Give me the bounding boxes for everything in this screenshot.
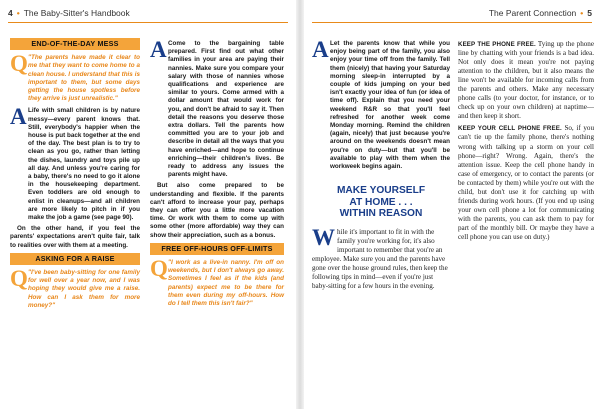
right-page-number: 5	[587, 8, 592, 18]
right-page	[304, 0, 600, 409]
running-head-separator: •	[16, 8, 20, 18]
answer-block	[10, 104, 140, 222]
tip-text: Tying up the phone line by chatting with your friends is a bad idea. Not only does it mean you're not paying attention to the children, but it also means the line won't be available for incoming calls from the parents and others. Make any necessary phone calls (to your doctor, for instance, or to check up on your own children) at naptime—and then keep it short.	[458, 40, 594, 121]
answer-block	[312, 37, 450, 171]
tip-paragraph	[458, 124, 594, 242]
left-page-number: 4	[8, 8, 13, 18]
right-running-head	[489, 6, 592, 20]
answer-text: Let the parents know that while you enjoy being part of the family, you also enjoy your time off from the family. Tell them (nicely) that having your Saturday morning sleep-in interrupted by a couple of kids jumping on your bed isn't exactly your idea of fun (or idea of time off). Explain that you need your weekend R&R so that you'll feel refreshed for another week come Monday morning. Remind the children (again, nicely) that just because you're around on the weekends doesn't mean you're on duty—but that you'll be available to play with them when the workweek begins again.	[330, 40, 450, 171]
answer-letter: A	[312, 37, 329, 62]
left-running-title: The Baby-Sitter's Handbook	[23, 8, 130, 18]
section-title-end-of-day-mess: END-OF-THE-DAY MESS	[10, 38, 140, 50]
question-text: "I've been baby-sitting for one family for well over a year now, and I was hoping they would give me a raise. How can I ask them for more money?"	[28, 269, 140, 309]
answer-text: Life with small children is by nature messy—every parent knows that. Still, everybody's happier when the house is put back together at the end of the day. The best plan is to try to clean as you go, rather than letting the dishes, laundry and toys pile up all day. And unless you're caring for a baby, there's no need to go it alone in the housekeeping department. Even toddlers are old enough to enlist in cleanups—and all children are more likely to pitch in if you make the job a game (see page 90).	[28, 107, 140, 222]
question-letter: Q	[10, 51, 28, 77]
book-gutter	[296, 0, 304, 409]
tip-lead: KEEP THE PHONE FREE.	[458, 41, 536, 48]
left-running-head	[8, 6, 130, 20]
question-block	[10, 266, 140, 310]
feature-drop-cap: W	[312, 224, 335, 250]
feature-heading-line: MAKE YOURSELF	[336, 185, 426, 197]
tip-text: So, if you can't tie up the family phone, there's nothing wrong with talking up a storm on your cell phone—right? Wrong. Again, there's the attention issue. Keep the cell phone handy in case of emergency, or to contact the parents (or be contacted by them) while you're out with the child, but don't use it for catching up with friends during work hours. (If you end up using your own cell phone a lot for communicating with the parents, you can ask them to pay for part of the monthly bill. Or maybe they have a cell phone you can use on duty.)	[458, 124, 594, 241]
answer-paragraph: But also come prepared to be understanding and flexible. If the parents can't afford to increase your pay, perhaps they can offer you a little more vacation time. Or work with them to come up with some other (more affordable) way they can show their appreciation, such as a bonus.	[150, 182, 284, 239]
question-letter: Q	[10, 266, 28, 292]
left-column-2	[150, 37, 284, 312]
left-head-rule	[8, 22, 288, 23]
feature-heading-line: WITHIN REASON	[339, 208, 423, 220]
running-head-separator: •	[580, 8, 584, 18]
section-title-asking-for-raise: ASKING FOR A RAISE	[10, 253, 140, 265]
section-title-off-hours: FREE OFF-HOURS OFF-LIMITS	[150, 243, 284, 255]
right-running-title: The Parent Connection	[488, 8, 577, 18]
answer-letter: A	[150, 37, 167, 62]
tip-paragraph	[458, 40, 594, 121]
feature-intro	[312, 224, 450, 291]
answer-letter: A	[10, 104, 27, 130]
question-block	[10, 51, 140, 103]
left-page	[0, 0, 296, 409]
question-text: "I work as a live-in nanny. I'm off on weekends, but I don't always go away. Sometimes I feel as if the kids (and parents) expect me to be there for them even during my off-hours. How do I tell them this isn't fair?"	[168, 259, 284, 308]
right-head-rule	[312, 22, 592, 23]
feature-intro-text: hile it's important to fit in with the family you're working for, it's also important to remember that you're an employee. Make sure you and the parents have gone over the house ground rules, then keep the following tips in mind—even if you're just baby-sitting for a few hours in the evening.	[312, 227, 448, 291]
left-column-1	[10, 36, 140, 314]
tip-lead: KEEP YOUR CELL PHONE FREE.	[458, 125, 562, 133]
right-column-2	[458, 40, 594, 245]
question-block	[150, 256, 284, 308]
answer-paragraph: On the other hand, if you feel the parents' expectations aren't quite fair, talk to realities over with them at a meeting.	[10, 225, 140, 249]
feature-heading	[312, 185, 450, 220]
answer-block	[150, 37, 284, 179]
feature-heading-line: AT HOME . . .	[349, 196, 413, 208]
question-text: "The parents have made it clear to me that they want to come home to a clean house. I understand that this is important to them, but some days getting the house spotless before they arrive is just unrealistic."	[28, 54, 140, 103]
question-letter: Q	[150, 256, 168, 282]
right-column-1	[312, 37, 450, 291]
answer-text: Come to the bargaining table prepared. First find out what other families in your area are paying their nannies. Make sure you compare your salary with those of nannies whose qualifications and experience are similar to yours. Come armed with a dollar amount that would work for you, and don't be afraid to say it. Then detail the reasons you deserve those extra dollars. Tell the parents how committed you are to your job and describe in detail all the ways that you have enriched—and hope to continue enriching—their children's lives. Be ready to address any issues the parents might have.	[168, 40, 284, 179]
